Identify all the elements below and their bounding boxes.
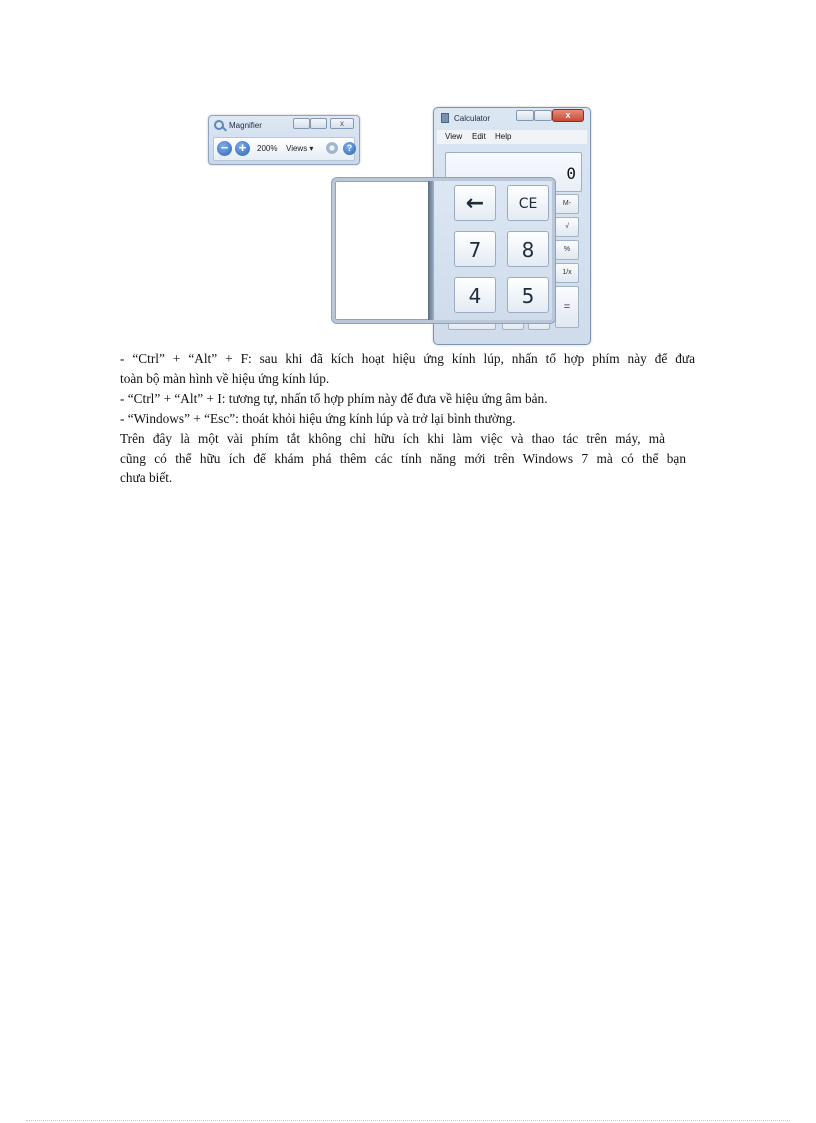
paragraph-line: Trên đây là một vài phím tắt không chỉ hữu ích khi làm việc và thao tác trên máy, mà	[120, 431, 665, 446]
maximize-icon[interactable]	[310, 118, 327, 129]
menu-edit[interactable]: Edit	[472, 132, 486, 141]
minimize-icon[interactable]	[293, 118, 310, 129]
close-icon[interactable]: x	[330, 118, 354, 129]
help-button[interactable]: ?	[343, 142, 356, 155]
key-reciprocal[interactable]: 1/x	[555, 263, 579, 283]
magnifier-lens[interactable]	[332, 178, 555, 323]
calculator-title: Calculator	[454, 114, 491, 123]
key-ce[interactable]: CE	[507, 185, 549, 221]
magnifier-titlebar	[209, 116, 359, 134]
zoom-out-button[interactable]: −	[217, 141, 232, 156]
zoom-level: 200%	[257, 144, 278, 153]
key-sqrt[interactable]: √	[555, 217, 579, 237]
footer-divider	[26, 1120, 790, 1121]
gear-icon[interactable]	[326, 142, 338, 154]
key-4[interactable]: 4	[454, 277, 496, 313]
calculator-icon	[441, 113, 449, 123]
magnifier-window	[208, 115, 360, 165]
key-m-minus[interactable]: M-	[555, 194, 579, 214]
paragraph-line: - “Windows” + “Esc”: thoát khỏi hiệu ứng kính lúp và trở lại bình thường.	[120, 411, 516, 426]
display-value: 0	[566, 164, 576, 183]
paragraph-line: cũng có thể hữu ích để khám phá thêm các tính năng mới trên Windows 7 mà có thể bạn	[120, 451, 686, 466]
paragraph-line: toàn bộ màn hình về hiệu ứng kính lúp.	[120, 371, 330, 386]
minimize-icon[interactable]	[516, 110, 534, 121]
key-8[interactable]: 8	[507, 231, 549, 267]
views-dropdown[interactable]: Views ▾	[286, 144, 314, 153]
paragraph-line: - “Ctrl” + “Alt” + F: sau khi đã kích hoạt hiệu ứng kính lúp, nhấn tổ hợp phím này để đưa	[120, 351, 695, 366]
key-equals[interactable]: =	[555, 286, 579, 328]
magnifier-icon	[214, 120, 224, 130]
maximize-icon[interactable]	[534, 110, 552, 121]
key-7[interactable]: 7	[454, 231, 496, 267]
magnifier-toolbar	[213, 137, 355, 161]
paragraph-line: chưa biết.	[120, 470, 173, 485]
menu-view[interactable]: View	[445, 132, 463, 141]
zoom-in-button[interactable]: +	[235, 141, 250, 156]
lens-magnified-area	[434, 181, 552, 320]
paragraph-line: - “Ctrl” + “Alt” + I: tương tự, nhấn tổ hợp phím này để đưa về hiệu ứng âm bản.	[120, 391, 548, 406]
key-percent[interactable]: %	[555, 240, 579, 260]
close-button[interactable]: x	[552, 109, 584, 122]
key-5[interactable]: 5	[507, 277, 549, 313]
key-backspace[interactable]: ←	[454, 185, 496, 221]
magnifier-title: Magnifier	[229, 121, 262, 130]
calculator-menubar	[437, 130, 587, 144]
menu-help[interactable]: Help	[495, 132, 512, 141]
